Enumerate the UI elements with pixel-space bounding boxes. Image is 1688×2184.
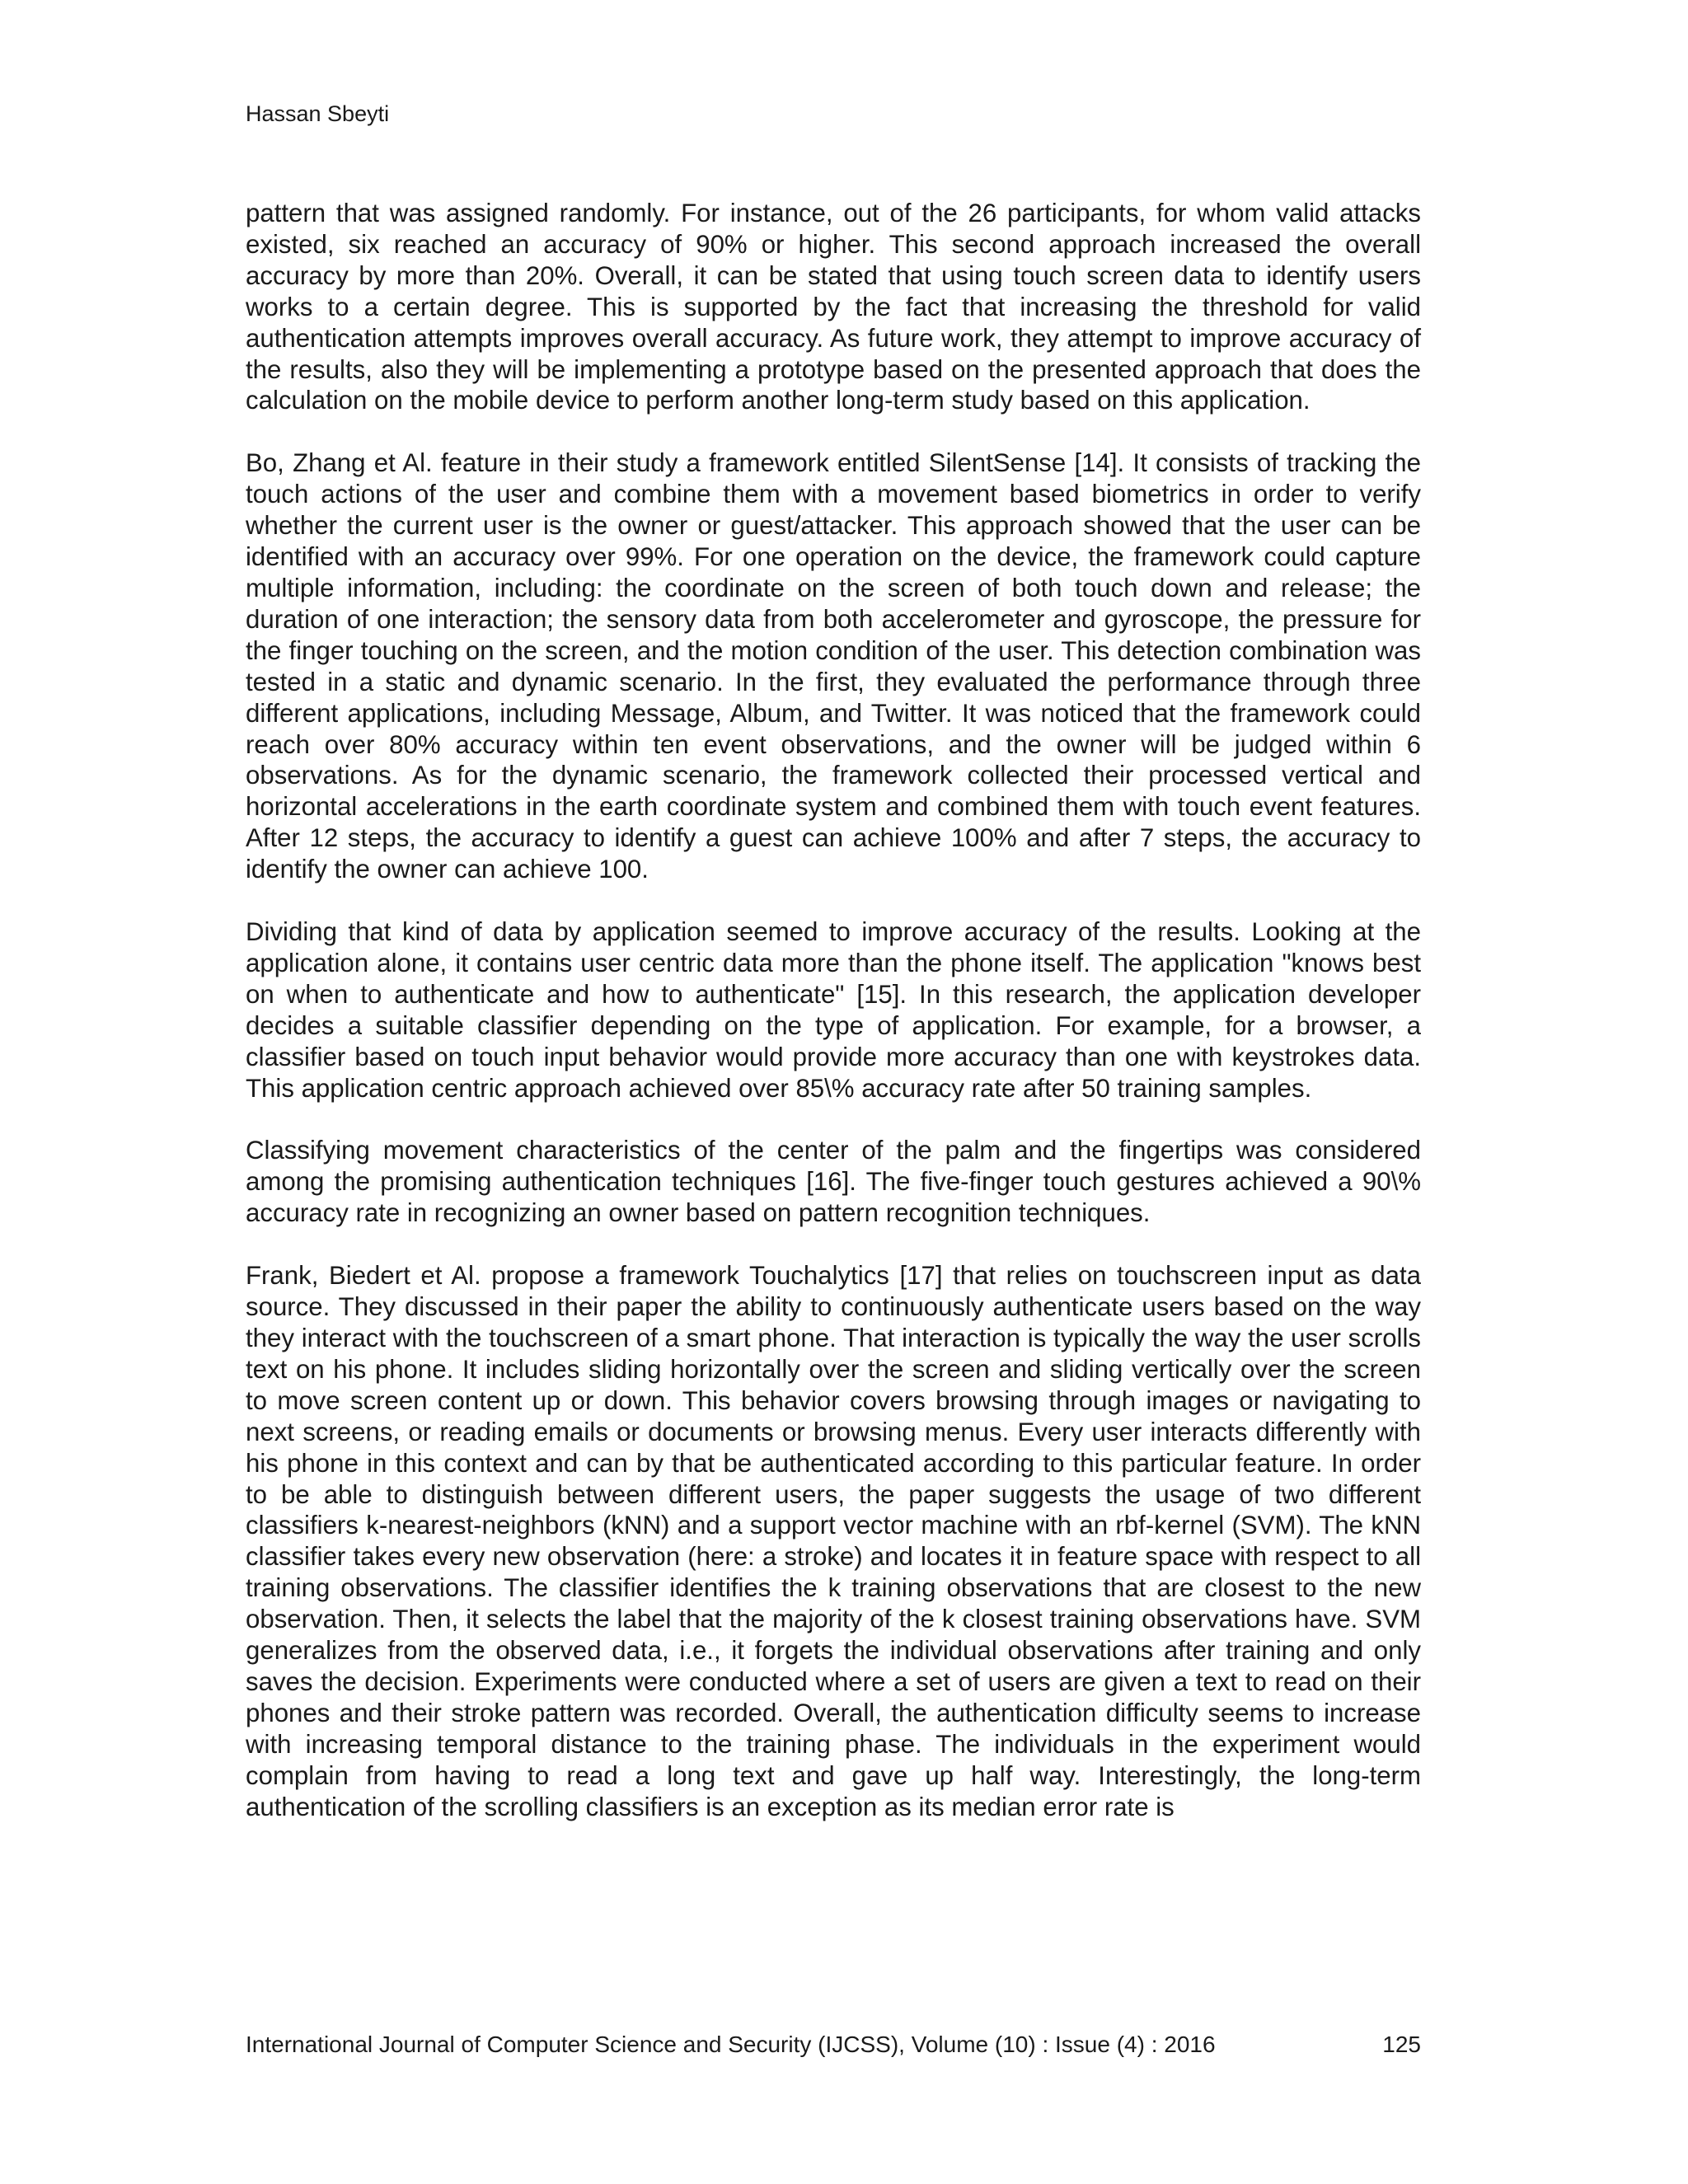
- footer-journal-citation: International Journal of Computer Science and Security (IJCSS), Volume (10) : Issue (4) : 2016: [246, 2032, 1216, 2057]
- paragraph: pattern that was assigned randomly. For instance, out of the 26 participants, for whom valid attacks existed, six reached an accuracy of 90% or higher. This second approach increased the overall accuracy by more than 20%. Overall, it can be stated that using touch screen data to identify users works to a certain degree. This is supported by the fact that increasing the threshold for valid authentication attempts improves overall accuracy. As future work, they attempt to improve accuracy of the results, also they will be implementing a prototype based on the presented approach that does the calculation on the mobile device to perform another long-term study based on this application.: [246, 199, 1421, 415]
- paragraph: Bo, Zhang et Al. feature in their study a framework entitled SilentSense [14]. It consists of tracking the touch actions of the user and combine them with a movement based biometrics in order to verify whether the current user is the owner or guest/attacker. This approach showed that the user can be identified with an accuracy over 99%. For one operation on the device, the framework could capture multiple information, including: the coordinate on the screen of both touch down and release; the duration of one interaction; the sensory data from both accelerometer and gyroscope, the pressure for the finger touching on the screen, and the motion condition of the user. This detection combination was tested in a static and dynamic scenario. In the first, they evaluated the performance through three different applications, including Message, Album, and Twitter. It was noticed that the framework could reach over 80% accuracy within ten event observations, and the owner will be judged within 6 observations. As for the dynamic scenario, the framework collected their processed vertical and horizontal accelerations in the earth coordinate system and combined them with touch event features. After 12 steps, the accuracy to identify a guest can achieve 100% and after 7 steps, the accuracy to identify the owner can achieve 100.: [246, 448, 1421, 884]
- paragraph: Frank, Biedert et Al. propose a framework Touchalytics [17] that relies on touchscreen input as data source. They discussed in their paper the ability to continuously authenticate users based on the way they interact with the touchscreen of a smart phone. That interaction is typically the way the user scrolls text on his phone. It includes sliding horizontally over the screen and sliding vertically over the screen to move screen content up or down. This behavior covers browsing through images or navigating to next screens, or reading emails or documents or browsing menus. Every user interacts differently with his phone in this context and can by that be authenticated according to this particular feature. In order to be able to distinguish between different users, the paper suggests the usage of two different classifiers k-nearest-neighbors (kNN) and a support vector machine with an rbf-kernel (SVM). The kNN classifier takes every new observation (here: a stroke) and locates it in feature space with respect to all training observations. The classifier identifies the k training observations that are closest to the new observation. Then, it selects the label that the majority of the k closest training observations have. SVM generalizes from the observed data, i.e., it forgets the individual observations after training and only saves the decision. Experiments were conducted where a set of users are given a text to read on their phones and their stroke pattern was recorded. Overall, the authentication difficulty seems to increase with increasing temporal distance to the training phase. The individuals in the experiment would complain from having to read a long text and gave up half way. Interestingly, the long-term authentication of the scrolling classifiers is an exception as its median error rate is: [246, 1261, 1421, 1821]
- body-text: [246, 198, 1421, 1823]
- paragraph: Classifying movement characteristics of the center of the palm and the fingertips was considered among the promising authentication techniques [16]. The five-finger touch gestures achieved a 90\% accuracy rate in recognizing an owner based on pattern recognition techniques.: [246, 1136, 1421, 1228]
- page-number: 125: [1382, 2032, 1421, 2057]
- paragraph: Dividing that kind of data by application seemed to improve accuracy of the results. Looking at the application alone, it contains user centric data more than the phone itself. The application "knows best on when to authenticate and how to authenticate" [15]. In this research, the application developer decides a suitable classifier depending on the type of application. For example, for a browser, a classifier based on touch input behavior would provide more accuracy than one with keystrokes data. This application centric approach achieved over 85\% accuracy rate after 50 training samples.: [246, 917, 1421, 1103]
- running-head-author: Hassan Sbeyti: [246, 101, 390, 126]
